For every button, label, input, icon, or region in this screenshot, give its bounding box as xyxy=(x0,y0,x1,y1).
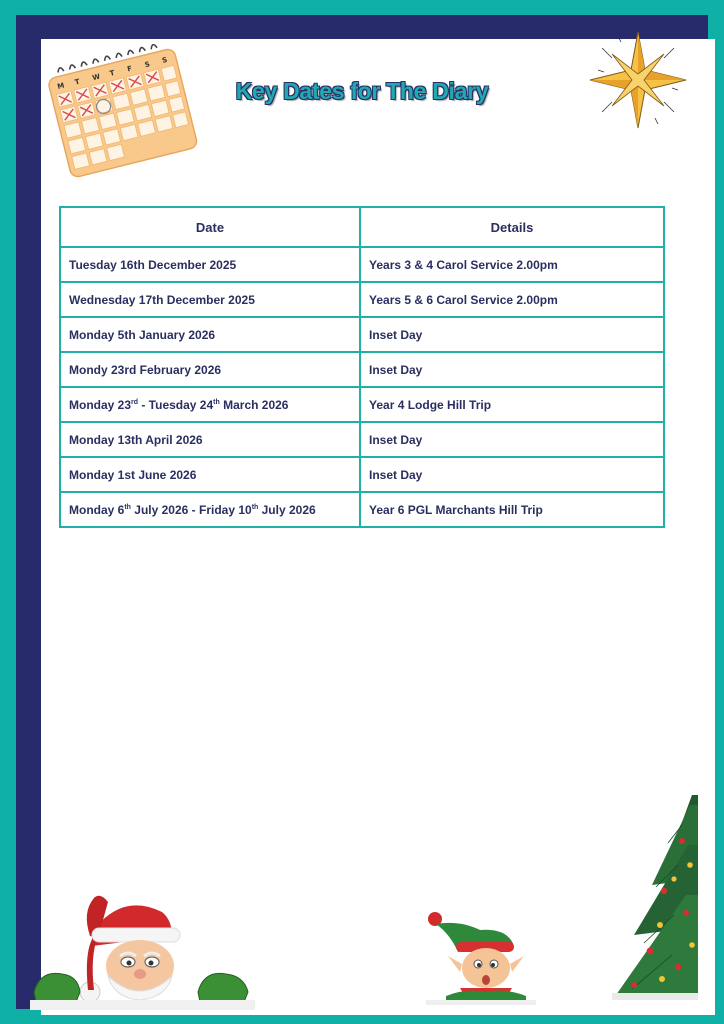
table-row xyxy=(60,457,664,492)
details-cell: Year 6 PGL Marchants Hill Trip xyxy=(360,492,664,527)
date-cell: Mondy 23rd February 2026 xyxy=(60,352,360,387)
details-cell: Inset Day xyxy=(360,422,664,457)
elf-icon xyxy=(426,910,536,1005)
ordinal-suffix: th xyxy=(213,398,220,406)
calendar-day-letter: T xyxy=(108,68,116,78)
date-cell xyxy=(60,492,360,527)
details-cell: Year 4 Lodge Hill Trip xyxy=(360,387,664,422)
table-row xyxy=(60,492,664,527)
header-details: Details xyxy=(360,207,664,247)
date-cell: Wednesday 17th December 2025 xyxy=(60,282,360,317)
header-date: Date xyxy=(60,207,360,247)
ordinal-suffix: th xyxy=(251,503,259,511)
date-text: Monday 6 xyxy=(69,502,125,517)
date-cell: Monday 5th January 2026 xyxy=(60,317,360,352)
table-header-row xyxy=(60,207,664,247)
calendar-icon xyxy=(48,44,198,179)
table-row xyxy=(60,247,664,282)
details-cell: Years 3 & 4 Carol Service 2.00pm xyxy=(360,247,664,282)
table-row xyxy=(60,282,664,317)
page-title: Key Dates for The Diary xyxy=(235,78,489,104)
date-text: - Tuesday 24 xyxy=(138,397,214,412)
details-cell: Inset Day xyxy=(360,352,664,387)
calendar-day-letter: S xyxy=(143,60,151,70)
table-row xyxy=(60,422,664,457)
table-row xyxy=(60,387,664,422)
date-cell: Monday 13th April 2026 xyxy=(60,422,360,457)
date-text: July 2026 - Friday 10 xyxy=(130,502,252,517)
santa-icon xyxy=(30,892,255,1010)
christmas-tree-icon xyxy=(612,795,698,1000)
calendar-day-letter: S xyxy=(161,55,169,65)
calendar-day-letter: F xyxy=(126,64,134,74)
calendar-day-letter: T xyxy=(74,77,81,87)
date-text: Monday 23 xyxy=(69,397,132,412)
calendar-day-letter: W xyxy=(91,72,101,83)
details-cell: Inset Day xyxy=(360,457,664,492)
key-dates-table xyxy=(59,206,665,528)
date-text: March 2026 xyxy=(219,397,289,412)
details-cell: Inset Day xyxy=(360,317,664,352)
date-cell xyxy=(60,387,360,422)
date-text: July 2026 xyxy=(258,502,316,517)
ordinal-suffix: rd xyxy=(131,398,139,406)
date-cell: Tuesday 16th December 2025 xyxy=(60,247,360,282)
table-row xyxy=(60,317,664,352)
details-cell: Years 5 & 6 Carol Service 2.00pm xyxy=(360,282,664,317)
ordinal-suffix: th xyxy=(124,503,131,511)
date-cell: Monday 1st June 2026 xyxy=(60,457,360,492)
calendar-day-letter: M xyxy=(56,81,66,91)
table-row xyxy=(60,352,664,387)
